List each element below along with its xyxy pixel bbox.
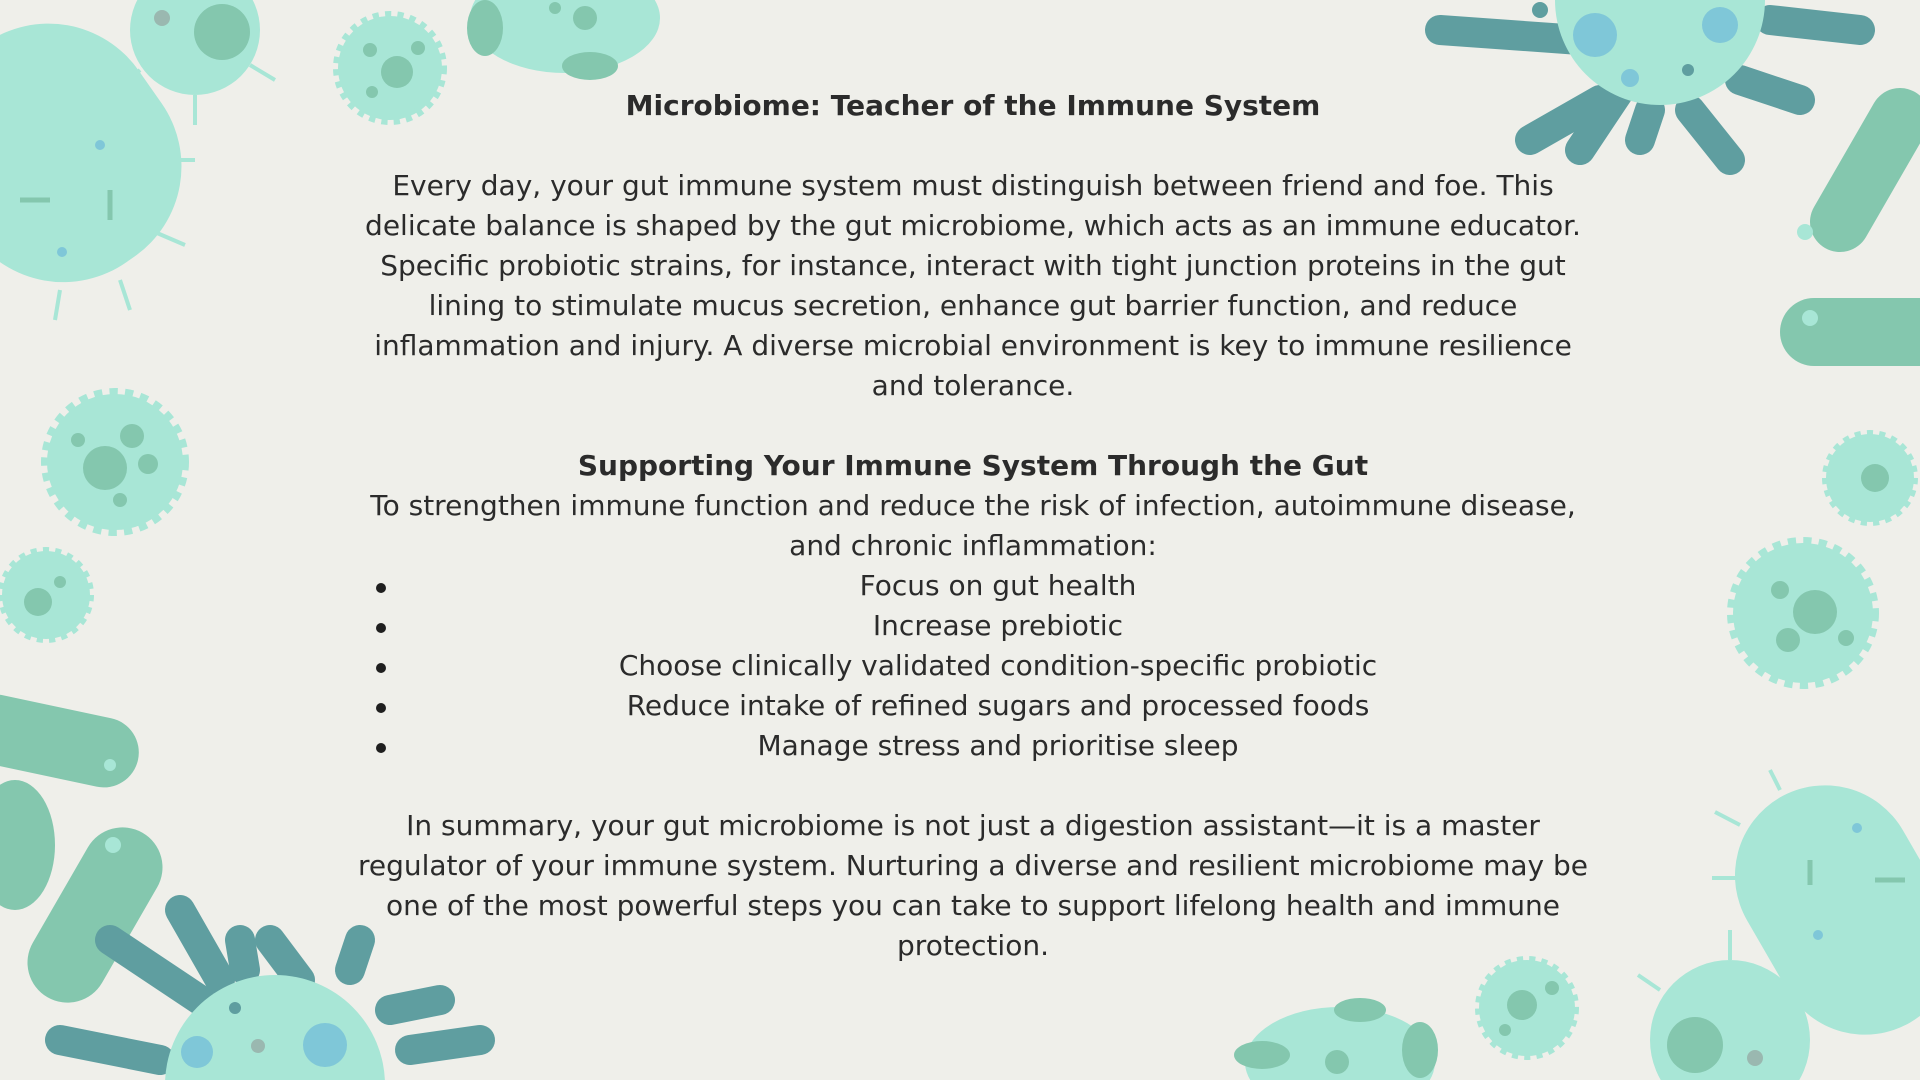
blob-microbe-bottom-icon (1234, 998, 1438, 1080)
spacer (355, 406, 1591, 446)
rod-bacterium-right-icon (1780, 77, 1920, 366)
bullet-icon (376, 623, 386, 633)
list-item (355, 646, 1591, 686)
section-heading: Supporting Your Immune System Through the Gut (577, 449, 1369, 482)
list-item-text: Reduce intake of refined sugars and processed foods (626, 689, 1370, 722)
section-intro-paragraph: To strengthen immune function and reduce the risk of infection, autoimmune disease, and chronic inflammation: (370, 489, 1576, 562)
intro-paragraph: Every day, your gut immune system must distinguish between friend and foe. This delicate balance is shaped by the gut microbiome, which acts as an immune educator. Specific probiotic strains, for instance, interact with tight junction proteins in the gut lining to stimulate mucus secretion, enhance gut barrier function, and reduce inflammation and injury. A diverse microbial environment is key to immune resilience and tolerance. (365, 169, 1581, 402)
bullet-icon (376, 703, 386, 713)
bullet-icon (376, 743, 386, 753)
spacer (355, 766, 1591, 806)
spacer (355, 126, 1591, 166)
list-item-text: Increase prebiotic (872, 609, 1124, 642)
summary-paragraph: In summary, your gut microbiome is not just a digestion assistant—it is a master regulator of your immune system. Nurturing a diverse and resilient microbiome may be one of the most powerful steps you can take to support lifelong health and immune protection. (357, 809, 1589, 962)
list-item (355, 726, 1591, 766)
list-item-text: Choose clinically validated condition-specific probiotic (618, 649, 1378, 682)
document-content (355, 86, 1591, 966)
spotted-virus-right-icon (1733, 434, 1914, 683)
bullet-list (355, 566, 1591, 766)
list-item (355, 606, 1591, 646)
list-item (355, 686, 1591, 726)
spotted-virus-left-icon (2, 394, 183, 639)
bullet-icon (376, 583, 386, 593)
list-item-text: Manage stress and prioritise sleep (757, 729, 1239, 762)
list-item-text: Focus on gut health (859, 569, 1137, 602)
bullet-icon (376, 663, 386, 673)
blob-microbe-top-icon (467, 0, 660, 80)
list-item (355, 566, 1591, 606)
spotted-virus-bottom-icon (1479, 960, 1575, 1056)
page-title: Microbiome: Teacher of the Immune System (625, 89, 1321, 122)
